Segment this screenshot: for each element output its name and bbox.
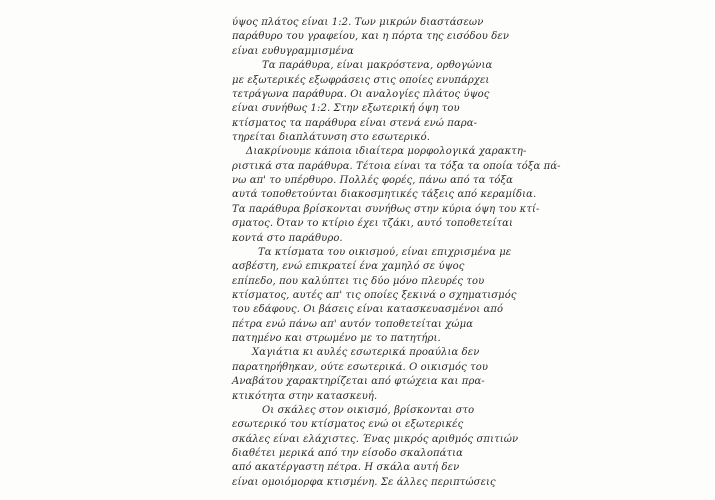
- text-line: κοντά στο παράθυρο.: [232, 232, 343, 244]
- text-line: ριστικά στα παράθυρα. Τέτοια είναι τα τόξα τα οποία τόξα πά-: [232, 160, 561, 172]
- text-line: Τα παράθυρα βρίσκονται συνήθως στην κύρια όψη του κτί-: [232, 203, 540, 215]
- text-line: παράθυρο του γραφείου, και η πόρτα της εισόδου δεν: [232, 31, 510, 43]
- text-line: τετράγωνα παράθυρα. Οι αναλογίες πλάτος ύψος: [232, 88, 490, 100]
- text-line: είναι ευθυγραμμισμένα: [232, 45, 354, 57]
- text-line: επίπεδο, που καλύπτει τις δύο μόνο πλευρές του: [232, 275, 485, 287]
- text-line: Διακρίνουμε κάποια ιδιαίτερα μορφολογικά χαρακτη-: [246, 146, 527, 158]
- text-line: νω απ' το υπέρθυρο. Πολλές φορές, πάνω από τα τόξα: [232, 175, 513, 186]
- text-line: κτίσματος τα παράθυρα είναι στενά ενώ παρα-: [232, 117, 478, 129]
- text-line: Τα κτίσματα του οικισμού, είναι επιχρισμένα με: [258, 246, 512, 258]
- text-line: σματος. Όταν το κτίριο έχει τζάκι, αυτό τοποθετείται: [232, 218, 513, 230]
- text-line: Οι σκάλες στον οικισμό, βρίσκονται στο: [262, 404, 475, 416]
- text-line: είναι συνήθως 1:2. Στην εξωτερική όψη του: [232, 103, 460, 115]
- text-line: του εδάφους. Οι βάσεις είναι κατασκευασμένοι από: [232, 304, 504, 316]
- text-line: είναι ομοιόμορφα κτισμένη. Σε άλλες περιπτώσεις: [232, 476, 496, 488]
- text-line: ασβέστη, ενώ επικρατεί ένα χαμηλό σε ύψος: [232, 261, 465, 273]
- text-line: κτίσματος, αυτές απ' τις οποίες ξεκινά ο σχηματισμός: [232, 289, 517, 301]
- text-line: Τα παράθυρα, είναι μακρόστενα, ορθογώνια: [262, 60, 493, 72]
- text-line: πέτρα ενώ πάνω απ' αυτόν τοποθετείται χώμα: [232, 318, 474, 330]
- text-line: σκάλες είναι ελάχιστες. Ένας μικρός αριθμός σπιτιών: [232, 433, 519, 445]
- text-line: παρατηρήθηκαν, ούτε εσωτερικά. Ο οικισμός του: [232, 361, 489, 373]
- text-line: τηρείται διαπλάτυνση στο εσωτερικό.: [232, 131, 430, 143]
- text-line: αυτά τοποθετούνται διακοσμητικές τάξεις από κεραμίδια.: [232, 189, 537, 201]
- text-line: με εξωτερικές εξωφράσεις στις οποίες ενυπάρχει: [232, 74, 490, 86]
- text-line: διαθέτει μερικά από την είσοδο σκαλοπάτια: [232, 447, 464, 459]
- text-line: από ακατέργαστη πέτρα. Η σκάλα αυτή δεν: [232, 462, 460, 474]
- text-line: κτικότητα στην κατασκευή.: [232, 390, 378, 402]
- text-line: Αναβάτου χαρακτηρίζεται από φτώχεια και πρα-: [232, 376, 485, 388]
- text-line: ύψος πλάτος είναι 1:2. Των μικρών διαστάσεων: [232, 17, 484, 28]
- text-line: πατημένο και στρωμένο με το πατητήρι.: [232, 333, 441, 344]
- text-line: εσωτερικό του κτίσματος ενώ οι εξωτερικές: [232, 419, 464, 431]
- text-line: Χαγιάτια κι αυλές εσωτερικά προαύλια δεν: [252, 347, 480, 359]
